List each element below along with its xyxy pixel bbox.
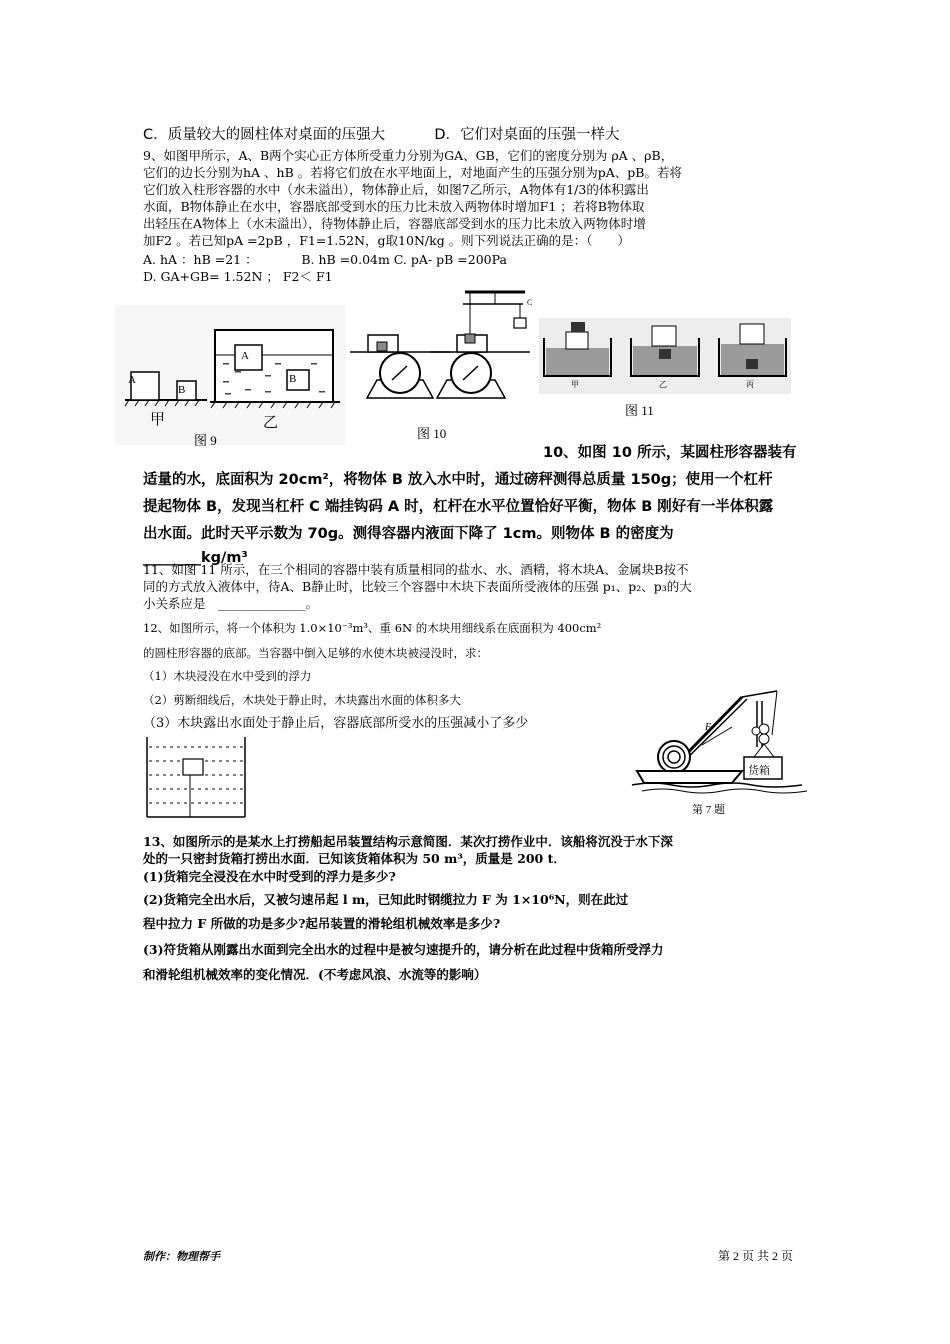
fig9-block-b: B (178, 384, 186, 396)
fig9-block-b-in-water: B (289, 373, 297, 385)
q12-figure (146, 737, 246, 819)
q10-line-5: ________kg/m³ (143, 550, 248, 566)
q9-option-d: D. GA+GB= 1.52N ； F2＜ F1 (143, 269, 333, 284)
q13-sub-2a: (2)货箱完全出水后，又被匀速吊起 l m，已知此时钢缆拉力 F 为 1×10⁶N，则在此过 (143, 892, 629, 907)
q11-line-3: 小关系应是 ______________。 (143, 596, 319, 611)
q9-line-1: 9、如图甲所示，A、B两个实心正方体所受重力分别为GA、GB，它们的密度分别为 ρA 、ρB， (143, 148, 674, 163)
fig9-sub-jia: 甲 (150, 412, 166, 428)
q13-sub-2b: 程中拉力 F 所做的功是多少?起吊装置的滑轮组机械效率是多少? (143, 916, 501, 931)
q13-sub-1: (1)货箱完全浸没在水中时受到的浮力是多少? (143, 869, 396, 884)
q10-line-2: 适量的水，底面积为 20cm²，将物体 B 放入水中时，通过磅秤测得总质量 150g；使用一个杠杆 (143, 472, 773, 488)
fig11-sub-bing: 丙 (746, 380, 754, 389)
q13-line-1: 13、如图所示的是某水上打捞船起吊装置结构示意简图．某次打捞作业中．该船将沉没于水下深 (143, 834, 673, 849)
q12-line-1: 12、如图所示，将一个体积为 1.0×10⁻³m³、重 6N 的木块用细线系在底面积为 400cm² (143, 621, 602, 635)
fig9-sub-yi: 乙 (263, 415, 279, 431)
question-9 (143, 147, 808, 285)
q8-option-c: C．质量较大的圆柱体对桌面的压强大 (143, 127, 386, 143)
q9-line-5: 出轻压在A物体上（水未溢出），待物体静止后，容器底部受到水的压力比未放入两物体时增 (143, 216, 646, 231)
question-10 (143, 467, 808, 568)
q13-figure-caption: 第 7 题 (692, 804, 725, 816)
question-13 (143, 833, 808, 985)
q10-line-3: 提起物体 B，发现当杠杆 C 端挂钩码 A 时，杠杆在水平位置恰好平衡，物体 B 刚好有一半体积露 (143, 499, 774, 515)
fig10-caption: 图 10 (417, 426, 447, 441)
q9-line-6: 加F2 。若已知pA =2pB ，F1=1.52N，g取10N/kg 。则下列说法正确的是：（ ） (143, 233, 630, 248)
q13-line-2: 处的一只密封货箱打捞出水面．已知该货箱体积为 50 m³，质量是 200 t． (143, 851, 566, 866)
footer-page-number: 第 2 页 共 2 页 (718, 1249, 794, 1263)
fig9-block-a: A (128, 374, 136, 386)
salvage-ship-drawing (632, 687, 812, 819)
q9-line-3: 它们放入柱形容器的水中（水未溢出），物体静止后，如图7乙所示，A物体有1/3的体积露出 (143, 182, 649, 197)
q12-sub-2: （2）剪断细线后，木块处于静止时，木块露出水面的体积多大 (143, 693, 461, 707)
fig10-lever-end-c: C (527, 298, 533, 307)
q9-line-4: 水面，B物体静止在水中，容器底部受到水的压力比未放入两物体时增加F1 ；若将B物体取 (143, 199, 645, 214)
q9-options-abc: A. hA ：hB =21 ： B. hB =0.04m C. pA- pB =200Pa (143, 252, 507, 267)
q11-line-2: 同的方式放入液体中，待A、B静止时，比较三个容器中木块下表面所受液体的压强 p₁、p₂、p₃的大 (143, 579, 692, 594)
q8-options (143, 127, 808, 144)
q12-sub-1: （1）木块浸没在水中受到的浮力 (143, 669, 312, 683)
footer-author: 制作：物理帮手 (143, 1250, 220, 1263)
question-11 (143, 561, 808, 612)
q13-force-f: F (705, 722, 712, 733)
q13-sub-3a: (3)符货箱从刚露出水面到完全出水的过程中是被匀速提升的，请分析在此过程中货箱所受浮力 (143, 942, 664, 957)
fig11-caption: 图 11 (625, 403, 654, 418)
fig11-sub-jia: 甲 (571, 380, 579, 389)
q9-line-2: 它们的边长分别为hA 、hB 。若将它们放在水平地面上，对地面产生的压强分别为pA、pB。若将 (143, 165, 682, 180)
fig9-block-a-in-water: A (241, 350, 249, 362)
q10-line-1: 10、如图 10 所示，某圆柱形容器装有 (543, 445, 797, 461)
q11-line-1: 11、如图 11 所示，在三个相同的容器中装有质量相同的盐水、水、酒精，将木块A、金属块B按不 (143, 562, 689, 577)
q12-line-2: 的圆柱形容器的底部。当容器中倒入足够的水使木块被浸没时，求： (143, 646, 488, 660)
fig9-caption: 图 9 (194, 433, 217, 448)
figure-10-drawing (345, 290, 535, 425)
q13-cargo-label: 货箱 (748, 765, 770, 777)
q13-sub-3b: 和滑轮组机械效率的变化情况．(不考虑风浪、水流等的影响） (143, 967, 487, 982)
q12-sub-3: （3）木块露出水面处于静止后，容器底部所受水的压强减小了多少 (143, 716, 529, 731)
fig11-sub-yi: 乙 (659, 380, 667, 389)
q10-line-4: 出水面。此时天平示数为 70g。测得容器内液面下降了 1cm。则物体 B 的密度为 (143, 526, 674, 542)
q8-option-d: D．它们对桌面的压强一样大 (434, 127, 620, 143)
